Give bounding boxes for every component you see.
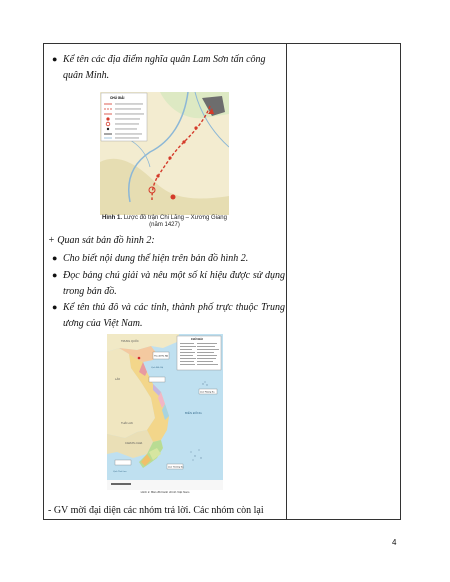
task-1 [52, 52, 285, 83]
figure-2-caption: Hình 2. Bản đồ hành chính Việt Nam [140, 490, 190, 494]
task-1-text: Kể tên các địa điểm nghĩa quân Lam Sơn tấn công quân Minh. [63, 54, 266, 81]
bullet-icon: ● [52, 302, 58, 312]
gv-instruction: - GV mời đại diện các nhóm trả lời. Các nhóm còn lại [48, 505, 264, 516]
lesson-table [43, 43, 401, 520]
bullet-icon: ● [52, 54, 58, 64]
capital-label: Thủ đô Hà Nội [154, 355, 169, 358]
cambodia-label: CAM-PU-CHIA [125, 442, 143, 445]
thailand-label: THÁI LAN [121, 422, 133, 425]
figure-1-map [100, 92, 229, 215]
notes-column [287, 44, 400, 519]
task-2-2-text: Đọc bảng chú giải và nêu một số kí hiệu được sử dụng trong bản đồ. [63, 270, 285, 297]
task-2-3 [52, 300, 285, 331]
page-number: 4 [392, 538, 397, 547]
country-north-label: TRUNG QUỐC [121, 340, 139, 343]
task-2-1 [52, 251, 285, 267]
task-2-1-text: Cho biết nội dung thể hiện trên bản đồ hình 2. [63, 253, 249, 264]
gulf-tonkin-label: Vịnh Bắc Bộ [151, 367, 164, 369]
sea-label: BIỂN ĐÔNG [185, 411, 202, 415]
laos-label: LÀO [115, 378, 121, 381]
observe-heading: + Quan sát bản đồ hình 2: [48, 235, 155, 246]
spratly-label: Q.đ. Trường Sa [168, 466, 184, 469]
bullet-icon: ● [52, 253, 58, 263]
figure-2-map [107, 334, 223, 490]
figure-1-legend-title: CHÚ GIẢI [110, 96, 125, 100]
figure-1-caption: Hình 1. Lược đồ trận Chi Lăng – Xương Giang (năm 1427) [102, 215, 227, 228]
paracel-label: Q.đ. Hoàng Sa [200, 391, 215, 394]
bullet-icon: ● [52, 270, 58, 280]
gulf-thailand-label: Vịnh Thái Lan [113, 471, 127, 473]
figure-2-legend-title: CHÚ GIẢI [191, 338, 203, 341]
task-2-3-text: Kể tên thủ đô và các tỉnh, thành phố trực thuộc Trung ương của Việt Nam. [63, 302, 285, 329]
task-2-2 [52, 268, 285, 299]
